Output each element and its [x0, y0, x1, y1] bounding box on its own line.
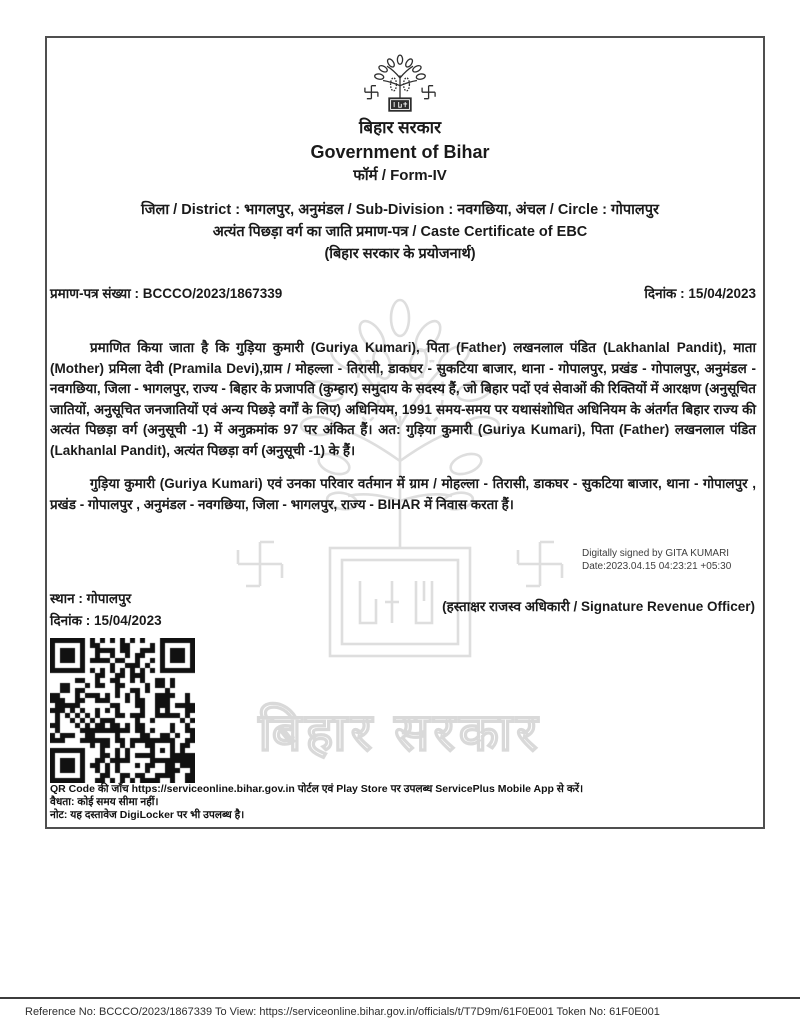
purpose-line: (बिहार सरकार के प्रयोजनार्थ) [324, 246, 476, 262]
revenue-officer-signature-label: (हस्ताक्षर राजस्व अधिकारी / Signature Revenue Officer) [442, 599, 755, 614]
certificate-paragraph-2: गुड़िया कुमारी (Guriya Kumari) एवं उनका परिवार वर्तमान में ग्राम / मोहल्ला - तिरासी, डाकघर - सुकटिया बाजार, थाना - गोपालपुर , प्रखंड - गोपालपुर , अनुमंडल - नवगछिया, जिला - भागलपुर, राज्य - BIHAR में निवास करता हैं। [50, 476, 756, 512]
govt-title-hindi: बिहार सरकार [358, 118, 442, 137]
district-subdivision-circle-line: जिला / District : भागलपुर, अनुमंडल / Sub-Division : नवगछिया, अंचल / Circle : गोपालपुर [141, 202, 659, 218]
digital-signature-block [582, 547, 731, 573]
govt-title-english: Government of Bihar [310, 142, 490, 162]
footer-divider [0, 997, 800, 999]
watermark-text: बिहार सरकार [258, 704, 542, 762]
validity-note: वैधता: कोई समय सीमा नहीं। [50, 796, 159, 808]
digilocker-note: नोट: यह दस्तावेज DigiLocker पर भी उपलब्ध है। [50, 809, 245, 821]
qr-verification-note: QR Code की जाँच https://serviceonline.bihar.gov.in पोर्टल एवं Play Store पर उपलब्ध ServicePlus Mobile App से करें। [50, 783, 584, 795]
digital-signature-date: Date:2023.04.15 04:23:21 +05:30 [582, 561, 732, 572]
digital-signature-signer: Digitally signed by GITA KUMARI [582, 548, 730, 559]
certificate-number: प्रमाण-पत्र संख्या : BCCCO/2023/1867339 [50, 286, 283, 301]
form-number: फॉर्म / Form-IV [353, 167, 447, 184]
footer-reference-line: Reference No: BCCCO/2023/1867339 To View: https://serviceonline.bihar.gov.in/officials/t/T7D9m/61F0E001 Token No: 61F0E001 [25, 1006, 660, 1018]
bihar-govt-logo-icon [348, 54, 452, 125]
certificate-title: अत्यंत पिछड़ा वर्ग का जाति प्रमाण-पत्र / Caste Certificate of EBC [212, 224, 588, 240]
date-line: दिनांक : 15/04/2023 [50, 613, 162, 628]
issue-date: दिनांक : 15/04/2023 [644, 286, 756, 301]
qr-code [50, 638, 195, 783]
place-line: स्थान : गोपालपुर [50, 591, 132, 606]
certificate-paragraph-1: प्रमाणित किया जाता है कि गुड़िया कुमारी (Guriya Kumari), पिता (Father) लखनलाल पंडित (Lakhanlal Pandit), माता (Mother) प्रमिला देवी (Pramila Devi),ग्राम / मोहल्ला - तिरासी, डाकघर - सुकटिया बाजार, थाना - गोपालपुर, प्रखंड - गोपालपुर, अनुमंडल - नवगछिया, जिला - भागलपुर, राज्य - बिहार के प्रजापति (कुम्हार) समुदाय के सदस्य हैं, जो बिहार पदों एवं सेवाओं की रिक्तियों में आरक्षण (अनुसूचित जातियों, अनुसूचित जनजातियों एवं अन्य पिछड़े वर्गों के लिए) अधिनियम, 1991 समय-समय पर यथासंशोधित अधिनियम के अंतर्गत बिहार राज्य की अत्यंत पिछड़ा वर्ग (अनुसूची -1) में अनुक्रमांक 97 पर अंकित हैं। अत: गुड़िया कुमारी (Guriya Kumari), पिता (Father) लखनलाल पंडित (Lakhanlal Pandit), अत्यंत पिछड़ा वर्ग (अनुसूची -1) के हैं। [50, 340, 756, 458]
